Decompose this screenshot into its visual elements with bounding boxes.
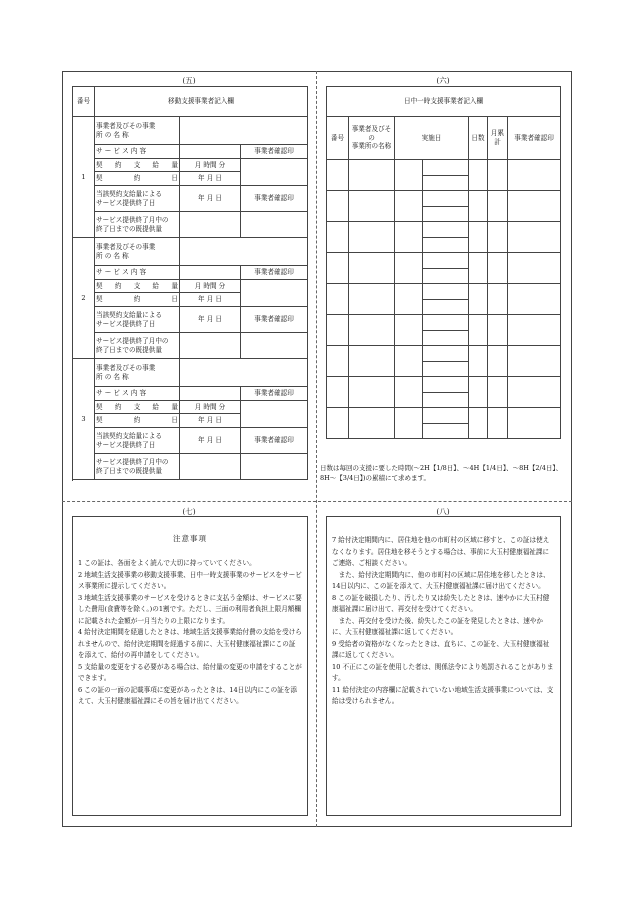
daytime-provider-cell (349, 191, 395, 222)
daytime-col-no: 番号 (327, 117, 349, 160)
daytime-no-cell (327, 222, 349, 253)
daytime-provider-cell (349, 315, 395, 346)
notices-right-list (332, 535, 555, 708)
daytime-date-cell (423, 408, 469, 424)
daytime-days-cell (469, 346, 488, 377)
mobility-entry-number: 3 (73, 359, 95, 480)
notices-left-list (78, 558, 302, 708)
daytime-date-left-cell (395, 284, 423, 315)
confirm-seal-area (241, 280, 308, 307)
fold-line-vertical (316, 71, 317, 827)
daytime-provider-cell (349, 160, 395, 191)
provider-name-label-line1: 事業者及びその事業 (96, 363, 156, 372)
used-amount-label (95, 212, 180, 238)
daytime-provider-cell (349, 222, 395, 253)
notice-item: 11 給付決定の内容欄に記載されていない地域生活支援事業については、支給は受けられません。 (332, 685, 554, 706)
daytime-date-left-cell (395, 253, 423, 284)
mobility-entry-number: 2 (73, 238, 95, 359)
daytime-date-cell (423, 377, 469, 393)
service-label: サ ー ビ ス 内 容 (95, 145, 180, 159)
notice-item: 7 給付決定期間内に、居住地を他の市町村の区域に移すと、この証は使えなくなります。居住地を移そうとする場合は、事前に大玉村健康福祉課にご連絡、ご相談ください。 (332, 536, 550, 568)
daytime-date-left-cell (395, 315, 423, 346)
daytime-provider-cell (349, 408, 395, 439)
provider-name-value (180, 238, 308, 266)
end-date-value: 年 月 日 (180, 307, 241, 333)
daytime-date-cell (423, 191, 469, 207)
daytime-days-cell (469, 160, 488, 191)
daytime-confirm-cell (508, 346, 561, 377)
daytime-monthly-cell (488, 408, 508, 439)
used-amount-label-line2: 終了日までの既提供量 (96, 466, 162, 475)
daytime-col-monthly: 月累計 (488, 117, 508, 160)
section-label-eight: (八) (436, 507, 450, 516)
daytime-confirm-cell (508, 222, 561, 253)
daytime-provider-cell (349, 253, 395, 284)
provider-name-label (95, 238, 180, 266)
mobility-support-table (72, 86, 308, 480)
daytime-date-cell (423, 315, 469, 331)
provider-name-label-line2: 所 の 名 称 (96, 130, 129, 139)
used-amount-seal (241, 454, 308, 480)
daytime-confirm-cell (508, 315, 561, 346)
end-date-value: 年 月 日 (180, 186, 241, 212)
daytime-monthly-cell (488, 253, 508, 284)
end-date-label-line1: 当該契約支給量による (96, 189, 162, 198)
notice-item: 3 地域生活支援事業のサービスを受けるときに支払う金額は、サービスに要した費用(食費等を除く。)の1割です。ただし、三面の利用者負担上限月額欄に記載された金額が一月当たりの上限になります。 (78, 593, 302, 625)
provider-name-label-line1: 事業者及びその事業 (96, 121, 156, 130)
service-label: サ ー ビ ス 内 容 (95, 387, 180, 401)
notice-item: 9 受給者の資格がなくなったときは、直ちに、この証を、大玉村健康福祉課に返してください。 (332, 639, 550, 660)
daytime-date-cell (423, 222, 469, 238)
notices-box-right (326, 516, 561, 816)
end-date-label-line1: 当該契約支給量による (96, 431, 162, 440)
notice-item: 6 この証の一面の記載事項に変更があったときは、14日以内にこの証を添えて、大玉村健康福祉課にその旨を届け出てください。 (78, 685, 298, 706)
used-amount-seal (241, 333, 308, 359)
daytime-days-cell (469, 377, 488, 408)
contract-date-value: 年 月 日 (180, 293, 241, 307)
daytime-monthly-cell (488, 284, 508, 315)
end-date-label-line2: サービス提供終了日 (96, 198, 156, 207)
section-label-six: (六) (436, 76, 450, 85)
daytime-confirm-cell (508, 408, 561, 439)
end-date-label (95, 428, 180, 454)
used-amount-label-line1: サービス提供終了月中の (96, 336, 169, 345)
end-date-label (95, 307, 180, 333)
daytime-monthly-cell (488, 222, 508, 253)
daytime-no-cell (327, 377, 349, 408)
mobility-col-title: 移動支援事業者記入欄 (95, 87, 308, 117)
notice-item: また、給付決定期間内に、他の市町村の区域に居住地を移したときは、14日以内に、この証を添えて、大玉村健康福祉課に届け出てください。 (332, 570, 550, 591)
daytime-date-cell (423, 160, 469, 176)
daytime-date-cell (423, 299, 469, 315)
daytime-footnote: 日数は毎回の支援に要した時間(～2H【1/8日】、～4H【1/4日】、～8H【2/4日】、8H～【3/4日】)の累積にて求めます。 (320, 464, 563, 483)
daytime-date-left-cell (395, 377, 423, 408)
used-amount-seal (241, 212, 308, 238)
end-date-confirm-label: 事業者確認印 (241, 186, 308, 212)
used-amount-label (95, 333, 180, 359)
daytime-date-left-cell (395, 191, 423, 222)
contract-date-label: 契 約 日 (95, 293, 180, 307)
fold-line-horizontal (62, 501, 572, 502)
service-label: サ ー ビ ス 内 容 (95, 266, 180, 280)
service-value (180, 145, 241, 159)
daytime-col-confirm: 事業者確認印 (508, 117, 561, 160)
daytime-monthly-cell (488, 315, 508, 346)
end-date-label-line2: サービス提供終了日 (96, 319, 156, 328)
daytime-date-cell (423, 361, 469, 377)
provider-name-value (180, 117, 308, 145)
provider-name-label (95, 117, 180, 145)
provider-name-label-line1: 事業者及びその事業 (96, 242, 156, 251)
daytime-no-cell (327, 160, 349, 191)
daytime-confirm-cell (508, 377, 561, 408)
daytime-monthly-cell (488, 160, 508, 191)
notice-item: 8 この証を破損したり、汚したり又は紛失したときは、速やかに大玉村健康福祉課に届け出て、再交付を受けてください。 (332, 593, 550, 614)
amount-value: 月 時間 分 (180, 401, 241, 414)
daytime-provider-cell (349, 284, 395, 315)
service-value (180, 387, 241, 401)
end-date-confirm-label: 事業者確認印 (241, 428, 308, 454)
daytime-no-cell (327, 253, 349, 284)
notice-item: 10 不正にこの証を使用した者は、関係法令により処罰されることがあります。 (332, 662, 554, 683)
daytime-date-cell (423, 423, 469, 439)
daytime-days-cell (469, 315, 488, 346)
mobility-entry-number: 1 (73, 117, 95, 238)
used-amount-label-line2: 終了日までの既提供量 (96, 224, 162, 233)
notice-item: 1 この証は、各面をよく読んで大切に持っていてください。 (78, 559, 256, 567)
provider-name-value (180, 359, 308, 387)
daytime-days-cell (469, 222, 488, 253)
notices-box-left (72, 516, 308, 816)
end-date-value: 年 月 日 (180, 428, 241, 454)
confirm-label: 事業者確認印 (241, 145, 308, 159)
daytime-provider-cell (349, 346, 395, 377)
daytime-confirm-cell (508, 160, 561, 191)
used-amount-label-line2: 終了日までの既提供量 (96, 345, 162, 354)
daytime-date-left-cell (395, 160, 423, 191)
daytime-support-table (326, 86, 561, 439)
daytime-confirm-cell (508, 253, 561, 284)
section-label-five: (五) (182, 76, 196, 85)
used-amount-label-line1: サービス提供終了月中の (96, 215, 169, 224)
daytime-days-cell (469, 191, 488, 222)
used-amount-label-line1: サービス提供終了月中の (96, 457, 169, 466)
mobility-col-number: 番号 (73, 87, 95, 117)
confirm-seal-area (241, 159, 308, 186)
daytime-date-left-cell (395, 346, 423, 377)
used-amount-value (180, 454, 241, 480)
daytime-provider-cell (349, 377, 395, 408)
daytime-days-cell (469, 408, 488, 439)
amount-value: 月 時間 分 (180, 159, 241, 172)
notice-item: また、再交付を受けた後、紛失したこの証を発見したときは、速やかに、大玉村健康福祉課に返してください。 (332, 616, 543, 637)
daytime-date-cell (423, 346, 469, 362)
daytime-date-cell (423, 206, 469, 222)
daytime-date-left-cell (395, 408, 423, 439)
daytime-col-provider-line1: 事業者及びその (351, 124, 392, 142)
contract-date-value: 年 月 日 (180, 414, 241, 428)
contract-date-label: 契 約 日 (95, 172, 180, 186)
daytime-date-cell (423, 284, 469, 300)
daytime-date-cell (423, 237, 469, 253)
daytime-no-cell (327, 346, 349, 377)
daytime-monthly-cell (488, 191, 508, 222)
contract-date-value: 年 月 日 (180, 172, 241, 186)
daytime-no-cell (327, 284, 349, 315)
daytime-date-left-cell (395, 222, 423, 253)
daytime-no-cell (327, 191, 349, 222)
end-date-label (95, 186, 180, 212)
daytime-col-days: 日数 (469, 117, 488, 160)
section-label-seven: (七) (182, 507, 196, 516)
daytime-col-date: 実施日 (395, 117, 469, 160)
daytime-date-cell (423, 330, 469, 346)
service-value (180, 266, 241, 280)
confirm-label: 事業者確認印 (241, 266, 308, 280)
notice-item: 4 給付決定期間を経過したときは、地域生活支援事業給付費の支給を受けられませんので、給付決定期間を経過する前に、大玉村健康福祉課にこの証を添えて、給付の再申請をしてください。 (78, 628, 302, 660)
amount-label: 契 約 支 給 量 (95, 159, 180, 172)
daytime-date-cell (423, 268, 469, 284)
end-date-confirm-label: 事業者確認印 (241, 307, 308, 333)
daytime-days-cell (469, 284, 488, 315)
used-amount-value (180, 212, 241, 238)
daytime-date-cell (423, 175, 469, 191)
daytime-no-cell (327, 315, 349, 346)
amount-value: 月 時間 分 (180, 280, 241, 293)
amount-label: 契 約 支 給 量 (95, 280, 180, 293)
daytime-title: 日中一時支援事業者記入欄 (327, 87, 561, 117)
daytime-monthly-cell (488, 377, 508, 408)
daytime-no-cell (327, 408, 349, 439)
provider-name-label-line2: 所 の 名 称 (96, 372, 129, 381)
end-date-label-line2: サービス提供終了日 (96, 440, 156, 449)
used-amount-label (95, 454, 180, 480)
daytime-col-provider (349, 117, 395, 160)
notice-item: 5 支給量の変更をする必要がある場合は、給付量の変更の申請をすることができます。 (78, 662, 302, 683)
contract-date-label: 契 約 日 (95, 414, 180, 428)
notice-item: 2 地域生活支援事業の移動支援事業、日中一時支援事業のサービスをサービス事業所に提示してください。 (78, 570, 302, 591)
daytime-monthly-cell (488, 346, 508, 377)
daytime-date-cell (423, 253, 469, 269)
daytime-confirm-cell (508, 191, 561, 222)
daytime-col-provider-line2: 事業所の名称 (351, 142, 392, 151)
end-date-label-line1: 当該契約支給量による (96, 310, 162, 319)
amount-label: 契 約 支 給 量 (95, 401, 180, 414)
daytime-confirm-cell (508, 284, 561, 315)
daytime-date-cell (423, 392, 469, 408)
confirm-label: 事業者確認印 (241, 387, 308, 401)
provider-name-label-line2: 所 の 名 称 (96, 251, 129, 260)
provider-name-label (95, 359, 180, 387)
used-amount-value (180, 333, 241, 359)
daytime-days-cell (469, 253, 488, 284)
notices-title: 注意事項 (173, 534, 207, 543)
confirm-seal-area (241, 401, 308, 428)
